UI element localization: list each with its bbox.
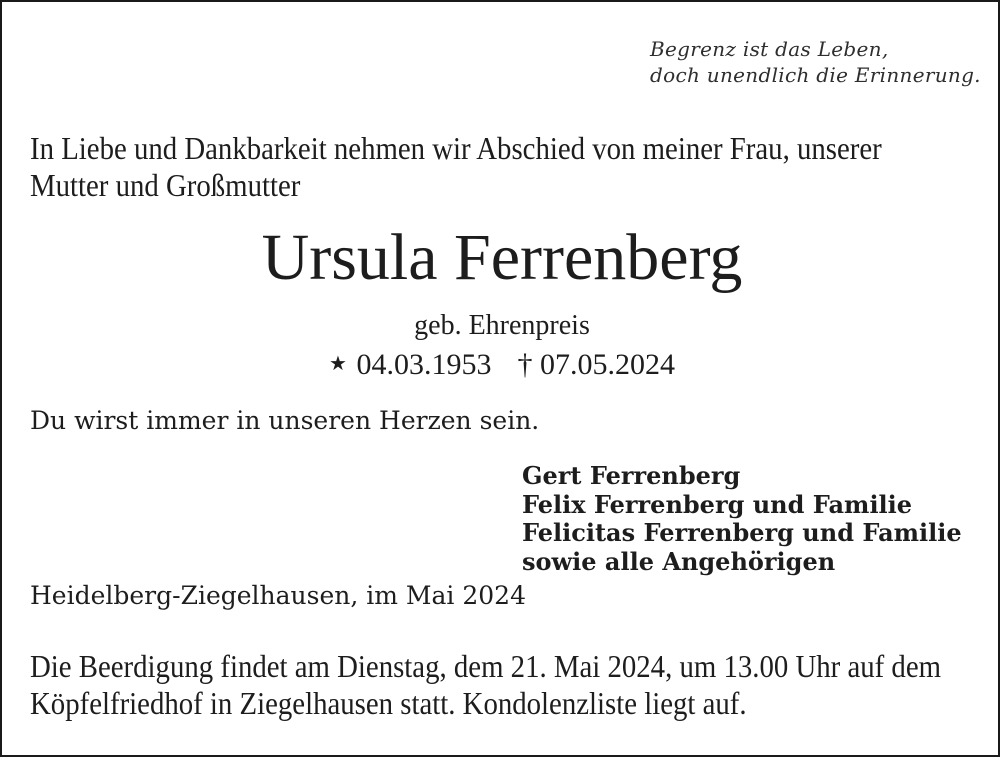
epigraph xyxy=(650,36,981,88)
epigraph-line-1: Begrenz ist das Leben, xyxy=(650,37,889,61)
tribute-line: Du wirst immer in unseren Herzen sein. xyxy=(30,406,540,435)
mourner-line: sowie alle Angehörigen xyxy=(522,546,836,576)
mourner-line: Felicitas Ferrenberg und Familie xyxy=(522,518,962,547)
funeral-info-paragraph: Die Beerdigung findet am Dienstag, dem 21. Mai 2024, um 13.00 Uhr auf dem Köpfelfriedhof in Ziegelhausen statt. Kondolenzliste liegt auf. xyxy=(30,648,942,721)
mourners-block xyxy=(522,462,962,576)
deceased-name: Ursula Ferrenberg xyxy=(261,221,743,294)
birth-star-icon: ★ xyxy=(329,353,349,375)
life-dates xyxy=(2,346,1000,383)
mourner-line: Felix Ferrenberg und Familie xyxy=(522,489,913,519)
birth-date-group xyxy=(329,348,491,381)
mourner-line: Gert Ferrenberg xyxy=(522,461,741,490)
place-date-line: Heidelberg-Ziegelhausen, im Mai 2024 xyxy=(30,581,526,610)
intro-paragraph: In Liebe und Dankbarkeit nehmen wir Abschied von meiner Frau, unserer Mutter und Großmutter xyxy=(30,130,882,203)
death-cross-icon: † xyxy=(517,348,533,381)
epigraph-line-2: doch unendlich die Erinnerung. xyxy=(650,63,981,87)
death-date: 07.05.2024 xyxy=(539,348,675,381)
birth-date: 04.03.1953 xyxy=(356,348,492,381)
maiden-name: geb. Ehrenpreis xyxy=(414,310,590,341)
death-date-group xyxy=(517,348,675,381)
